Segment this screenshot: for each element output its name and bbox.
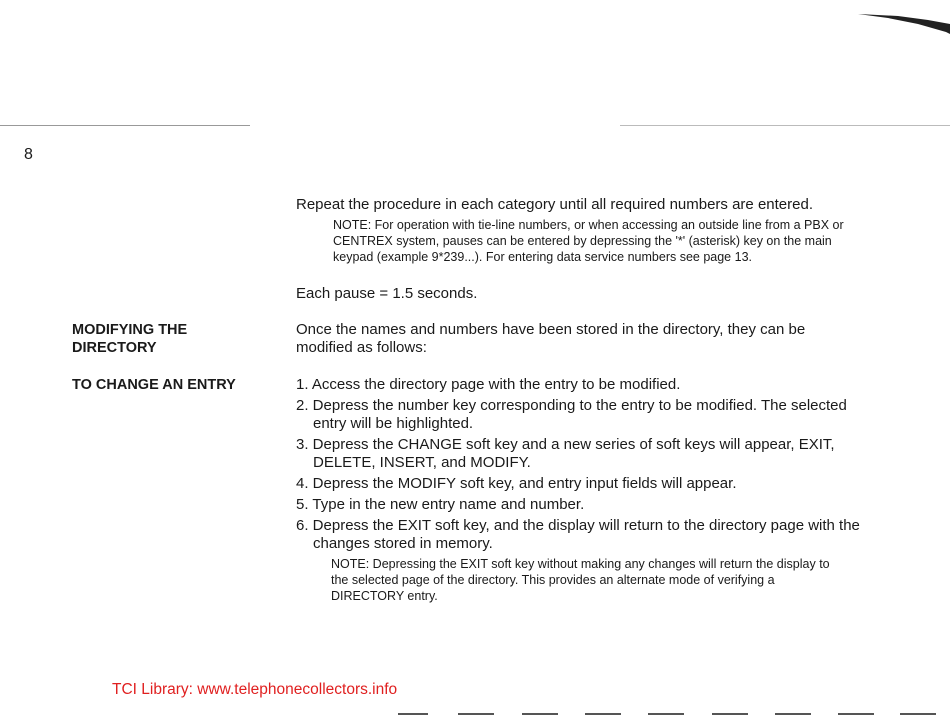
step-item: 1. Access the directory page with the entry to be modified. [296,376,681,393]
bottom-mark [458,713,494,715]
modifying-text: Once the names and numbers have been stored in the directory, they can be modified as follows: [296,321,806,356]
pause-note: NOTE: For operation with tie-line numbers, or when accessing an outside line from a PBX or CENTREX system, pauses can be entered by depressing the '*' (asterisk) key on the main keypad (example 9*239...). For entering data service numbers see page 13. [333,218,844,264]
exit-note: NOTE: Depressing the EXIT soft key without making any changes will return the display to the selected page of the directory. This provides an alternate mode of verifying a DIRECTORY entry. [331,557,830,603]
bottom-mark [838,713,874,715]
change-entry-steps [296,376,862,556]
bottom-mark [522,713,558,715]
change-entry-heading: TO CHANGE AN ENTRY [72,377,236,393]
bottom-mark [712,713,748,715]
modifying-heading [72,321,272,357]
step-item: 4. Depress the MODIFY soft key, and entry input fields will appear. [296,475,737,492]
scan-line-top-right [620,125,950,126]
step-item: 5. Type in the new entry name and number. [296,496,585,513]
modifying-heading-line2: DIRECTORY [72,340,157,356]
page-number: 8 [24,146,33,163]
library-link[interactable]: TCI Library: www.telephonecollectors.info [112,681,398,698]
bottom-mark [398,713,428,715]
repeat-text: Repeat the procedure in each category until all required numbers are entered. [296,196,813,213]
bottom-mark [775,713,811,715]
pause-length-text: Each pause = 1.5 seconds. [296,285,478,302]
step-item: 2. Depress the number key corresponding to the entry to be modified. The selected entry will be highlighted. [296,397,847,432]
modifying-heading-line1: MODIFYING THE [72,322,188,338]
bottom-mark [648,713,684,715]
bottom-mark [900,713,936,715]
step-item: 3. Depress the CHANGE soft key and a new series of soft keys will appear, EXIT, DELETE, INSERT, and MODIFY. [296,436,835,471]
step-item: 6. Depress the EXIT soft key, and the display will return to the directory page with the changes stored in memory. [296,517,860,552]
scan-line-top-left [0,125,250,126]
scan-corner-artifact [858,12,950,34]
bottom-mark [585,713,621,715]
